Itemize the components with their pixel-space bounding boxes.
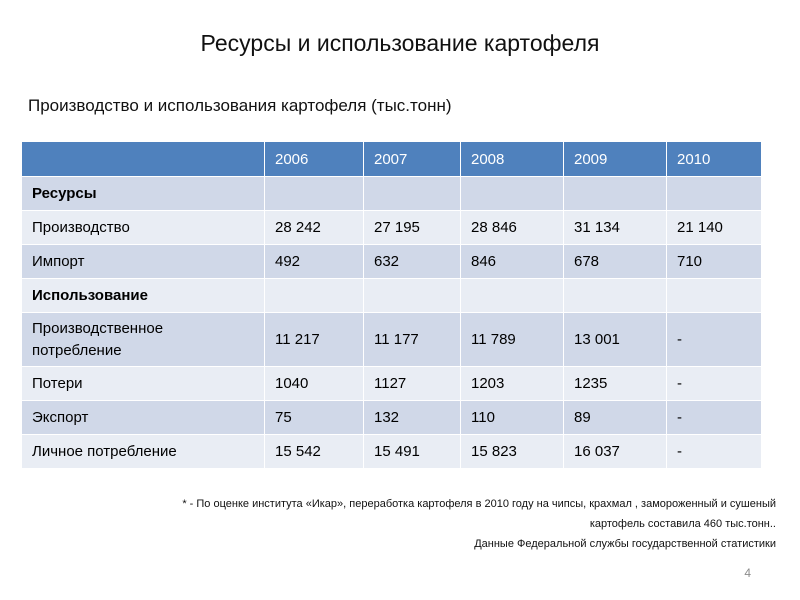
table-row xyxy=(22,367,762,401)
header-cell-year: 2010 xyxy=(667,142,762,177)
table-row xyxy=(22,245,762,279)
table-cell: 11 217 xyxy=(265,313,364,367)
header-cell-year: 2006 xyxy=(265,142,364,177)
slide-title: Ресурсы и использование картофеля xyxy=(200,30,600,56)
table-caption: Производство и использования картофеля (тыс.тонн) xyxy=(28,96,452,115)
table-cell: 846 xyxy=(461,245,564,279)
table-row xyxy=(22,435,762,469)
table-cell: 13 001 xyxy=(564,313,667,367)
section-heading: Ресурсы xyxy=(22,177,265,211)
table-cell: 28 846 xyxy=(461,211,564,245)
table-cell: 75 xyxy=(265,401,364,435)
table-row xyxy=(22,177,762,211)
table-cell: 89 xyxy=(564,401,667,435)
table-row xyxy=(22,279,762,313)
potato-resources-table xyxy=(21,141,762,469)
table-cell: 1127 xyxy=(364,367,461,401)
table-cell: - xyxy=(667,367,762,401)
table-cell xyxy=(564,177,667,211)
table-row xyxy=(22,211,762,245)
row-label: Импорт xyxy=(22,245,265,279)
page-number: 4 xyxy=(744,566,751,580)
footnote-line: * - По оценке института «Икар», переработка картофеля в 2010 году на чипсы, крахмал , замороженный и сушеный xyxy=(182,498,776,510)
table-cell: 11 789 xyxy=(461,313,564,367)
table-cell: 15 823 xyxy=(461,435,564,469)
table-cell xyxy=(564,279,667,313)
table-cell: 16 037 xyxy=(564,435,667,469)
table-cell: 1235 xyxy=(564,367,667,401)
table-cell: 710 xyxy=(667,245,762,279)
section-heading: Использование xyxy=(22,279,265,313)
header-cell-year: 2008 xyxy=(461,142,564,177)
row-label: Производство xyxy=(22,211,265,245)
row-label: Потери xyxy=(22,367,265,401)
header-cell-year: 2007 xyxy=(364,142,461,177)
footnote-line: картофель составила 460 тыс.тонн.. xyxy=(589,518,776,530)
table-cell xyxy=(265,279,364,313)
row-label: Производственное потребление xyxy=(22,313,265,367)
table-cell: 15 542 xyxy=(265,435,364,469)
table-cell xyxy=(667,279,762,313)
table-header-row xyxy=(22,142,762,177)
table-cell: 28 242 xyxy=(265,211,364,245)
table-cell xyxy=(461,279,564,313)
header-cell-label xyxy=(22,142,265,177)
row-label: Личное потребление xyxy=(22,435,265,469)
table-cell: 15 491 xyxy=(364,435,461,469)
table-cell xyxy=(667,177,762,211)
data-source-note: Данные Федеральной службы государственной статистики xyxy=(474,538,776,550)
table-cell: 27 195 xyxy=(364,211,461,245)
table-row xyxy=(22,313,762,367)
table-cell: 31 134 xyxy=(564,211,667,245)
table-cell: 1203 xyxy=(461,367,564,401)
table-cell: 1040 xyxy=(265,367,364,401)
table-cell xyxy=(364,279,461,313)
table-cell: 11 177 xyxy=(364,313,461,367)
table-row xyxy=(22,401,762,435)
table-cell: 492 xyxy=(265,245,364,279)
table-cell: - xyxy=(667,435,762,469)
table-cell: 678 xyxy=(564,245,667,279)
table-cell: - xyxy=(667,401,762,435)
table-cell: 632 xyxy=(364,245,461,279)
table-cell: 21 140 xyxy=(667,211,762,245)
table-cell: - xyxy=(667,313,762,367)
table-cell: 110 xyxy=(461,401,564,435)
table-cell xyxy=(265,177,364,211)
table-cell xyxy=(461,177,564,211)
footnote xyxy=(56,494,776,534)
row-label: Экспорт xyxy=(22,401,265,435)
header-cell-year: 2009 xyxy=(564,142,667,177)
table-cell: 132 xyxy=(364,401,461,435)
table-cell xyxy=(364,177,461,211)
